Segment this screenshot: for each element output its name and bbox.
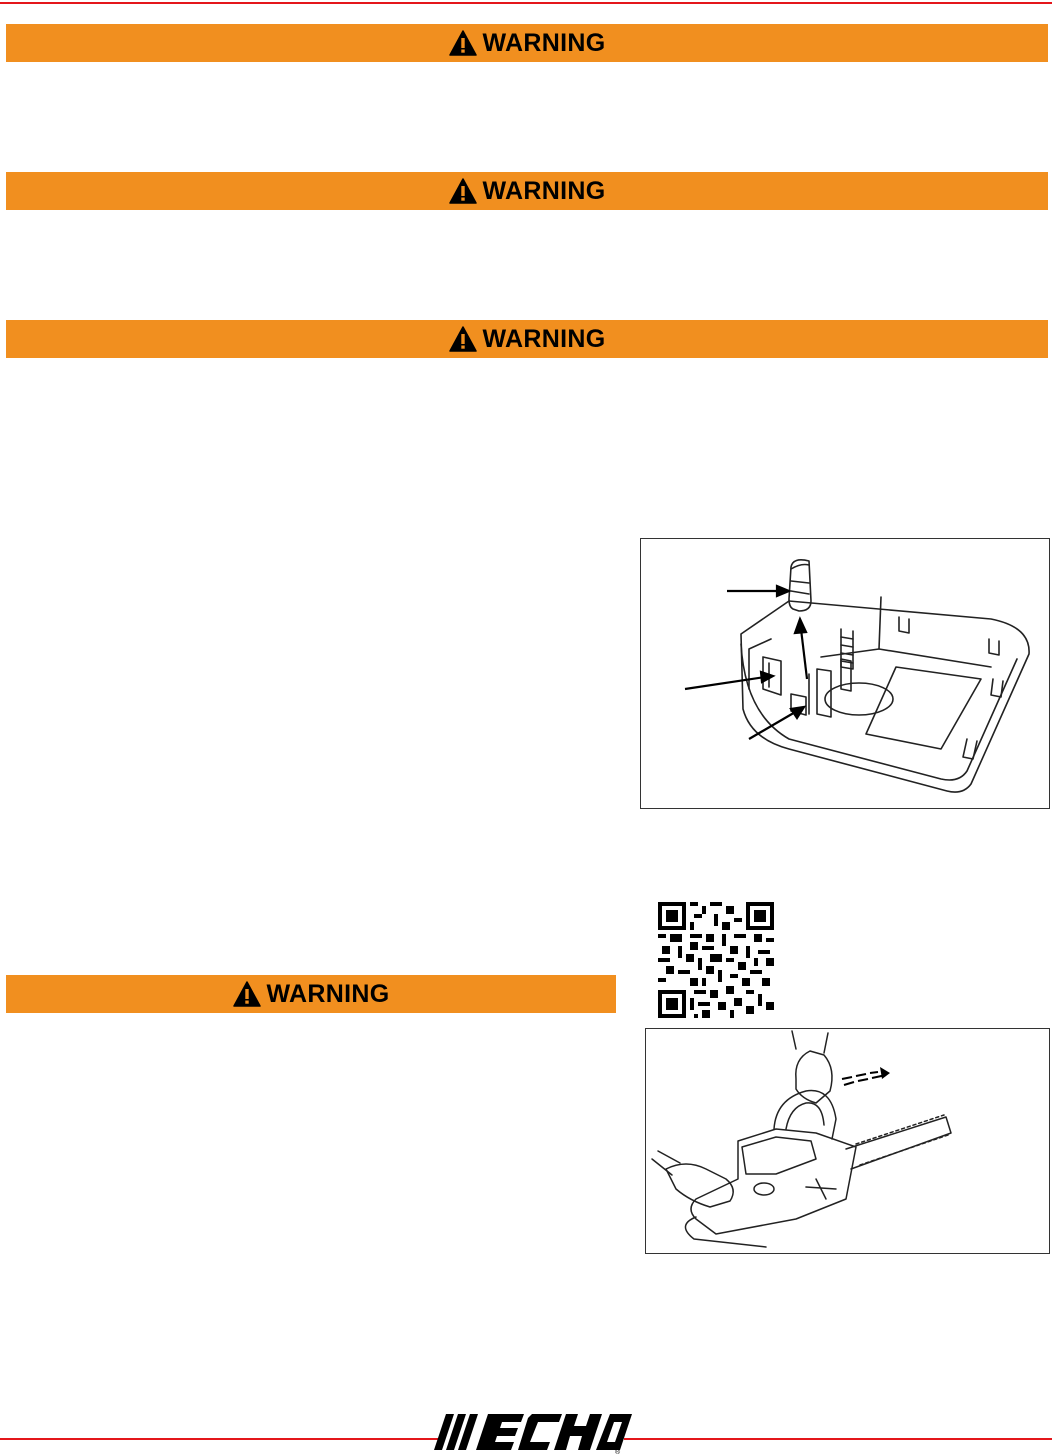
warning-triangle-icon	[449, 178, 477, 204]
warning-label: WARNING	[266, 979, 390, 1008]
footer-rule-right	[624, 1438, 1052, 1440]
warning-triangle-icon	[233, 981, 261, 1007]
warning-triangle-icon	[449, 326, 477, 352]
warning-banner-1	[6, 24, 1048, 62]
warning-banner-2	[6, 172, 1048, 210]
warning-label: WARNING	[482, 324, 606, 353]
registered-mark: ®	[615, 1449, 621, 1454]
header-rule	[0, 2, 1052, 4]
chainsaw-figure	[645, 1028, 1050, 1254]
filter-cover-illustration	[641, 539, 1049, 808]
warning-banner-4	[6, 975, 616, 1013]
footer-rule-left	[0, 1438, 440, 1440]
warning-label: WARNING	[482, 176, 606, 205]
echo-logo	[432, 1410, 632, 1454]
warning-triangle-icon	[449, 30, 477, 56]
qr-code-icon	[658, 902, 774, 1018]
filter-cover-figure	[640, 538, 1050, 809]
warning-label: WARNING	[482, 28, 606, 57]
warning-banner-3	[6, 320, 1048, 358]
chainsaw-illustration	[646, 1029, 1049, 1253]
